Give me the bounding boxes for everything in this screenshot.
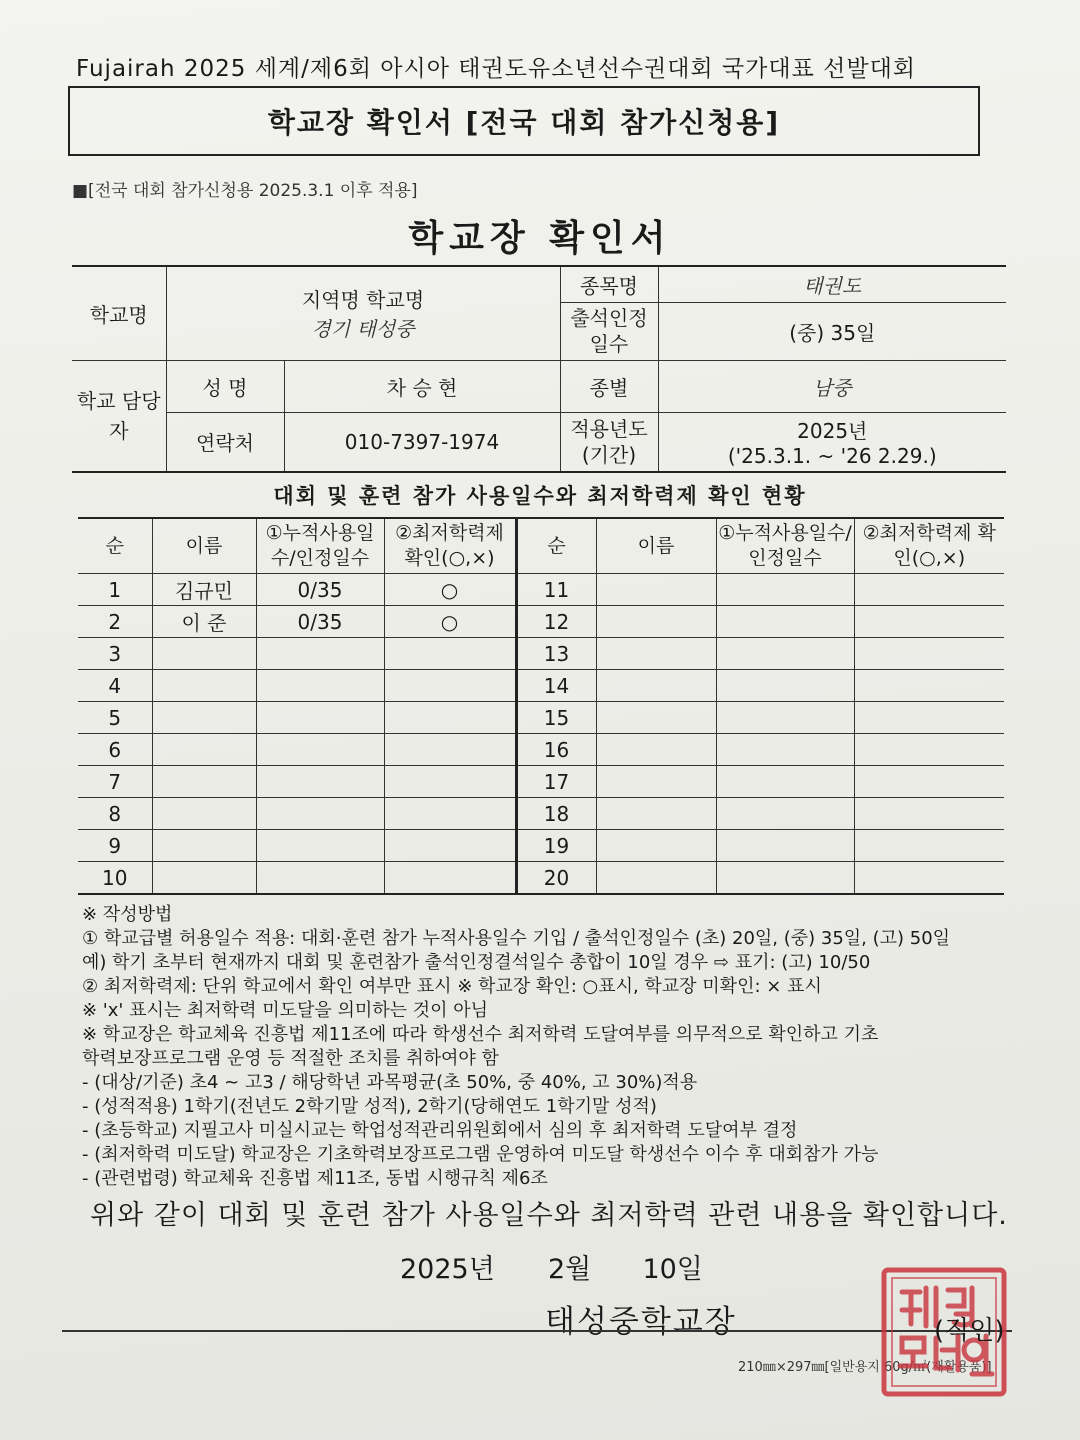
table-row — [78, 670, 1004, 702]
row-no: 8 — [78, 798, 152, 830]
name-label: 성 명 — [166, 360, 284, 412]
manager-label: 학교 담당자 — [72, 360, 166, 472]
row-no-right: 12 — [516, 606, 596, 638]
row-check — [384, 766, 516, 798]
header-no: 순 — [78, 518, 152, 574]
row-no: 4 — [78, 670, 152, 702]
row-days-right — [716, 606, 854, 638]
row-days — [256, 638, 384, 670]
instruction-line: - (관련법령) 학교체육 진흥법 제11조, 동법 시행규칙 제6조 — [82, 1168, 548, 1189]
row-name — [152, 830, 256, 862]
row-no-right: 20 — [516, 862, 596, 895]
row-name — [152, 702, 256, 734]
row-no: 7 — [78, 766, 152, 798]
row-days — [256, 830, 384, 862]
school-value: 경기 태성중 — [311, 317, 415, 342]
instruction-line: - (최저학력 미도달) 학교장은 기초학력보장프로그램 운영하여 미도달 학생선수 이수 후 대회참가 가능 — [82, 1144, 879, 1165]
gender-value: 남중 — [658, 360, 1006, 412]
row-days-right — [716, 670, 854, 702]
form-title-box — [68, 86, 980, 156]
row-name — [152, 766, 256, 798]
main-title: 학교장 확인서 — [408, 218, 672, 259]
contact-label: 연락처 — [166, 412, 284, 472]
instruction-line: 예) 학기 초부터 현재까지 대회 및 훈련참가 출석인정결석일수 총합이 10일 경우 ⇨ 표기: (고) 10/50 — [82, 952, 871, 973]
row-days-right — [716, 766, 854, 798]
confirmation-statement: 위와 같이 대회 및 훈련 참가 사용일수와 최저학력 관련 내용을 확인합니다. — [90, 1200, 1008, 1231]
row-check — [384, 862, 516, 895]
application-note: ■[전국 대회 참가신청용 2025.3.1 이후 적용] — [72, 181, 418, 201]
instruction-line: ② 최저학력제: 단위 학교에서 확인 여부만 표시 ※ 학교장 확인: ○표시, 학교장 미확인: × 표시 — [82, 976, 822, 997]
row-check-right — [854, 798, 1004, 830]
instruction-line: ① 학교급별 허용일수 적용: 대회·훈련 참가 누적사용일수 기입 / 출석인정일수 (초) 20일, (중) 35일, (고) 50일 — [82, 928, 951, 949]
row-check-right — [854, 862, 1004, 895]
attend-value: (중) 35일 — [658, 302, 1006, 360]
header-name-right: 이름 — [596, 518, 716, 574]
row-check-right — [854, 702, 1004, 734]
table-row — [78, 766, 1004, 798]
table-row — [78, 606, 1004, 638]
row-no-right: 14 — [516, 670, 596, 702]
row-no-right: 17 — [516, 766, 596, 798]
sport-value: 태권도 — [658, 266, 1006, 302]
school-label: 학교명 — [72, 266, 166, 360]
row-name: 이 준 — [152, 606, 256, 638]
table-row — [78, 798, 1004, 830]
row-name — [152, 734, 256, 766]
instructions — [82, 903, 1022, 1191]
instruction-line: - (대상/기준) 초4 ~ 고3 / 해당학년 과목평균(초 50%, 중 40%, 고 30%)적용 — [82, 1072, 698, 1093]
row-check — [384, 830, 516, 862]
instruction-line: ※ 학교장은 학교체육 진흥법 제11조에 따라 학생선수 최저학력 도달여부를 의무적으로 확인하고 기초 — [82, 1024, 879, 1045]
instruction-line: - (성적적용) 1학기(전년도 2학기말 성적), 2학기(당해연도 1학기말 성적) — [82, 1096, 657, 1117]
row-name-right — [596, 830, 716, 862]
header-days: ①누적사용일수/인정일수 — [256, 518, 384, 574]
row-no: 5 — [78, 702, 152, 734]
row-days — [256, 862, 384, 895]
form-title: 학교장 확인서 [전국 대회 참가신청용] — [267, 106, 781, 139]
row-days-right — [716, 574, 854, 606]
row-days — [256, 798, 384, 830]
row-name-right — [596, 574, 716, 606]
row-check-right — [854, 574, 1004, 606]
date-month: 2월 — [547, 1254, 592, 1285]
attend-label: 출석인정 일수 — [560, 302, 658, 360]
row-name-right — [596, 798, 716, 830]
row-name — [152, 798, 256, 830]
row-name — [152, 670, 256, 702]
row-name — [152, 638, 256, 670]
issue-date — [400, 1247, 703, 1286]
row-check: ○ — [384, 574, 516, 606]
row-name-right — [596, 702, 716, 734]
row-no: 9 — [78, 830, 152, 862]
row-name-right — [596, 606, 716, 638]
info-table — [72, 265, 1006, 473]
row-days — [256, 766, 384, 798]
event-title: Fujairah 2025 세계/제6회 아시아 태권도유소년선수권대회 국가대표 선발대회 — [76, 56, 917, 82]
instruction-line: - (초등학교) 지필고사 미실시교는 학업성적관리위원회에서 심의 후 최저학력 도달여부 결정 — [82, 1120, 798, 1141]
header-no-right: 순 — [516, 518, 596, 574]
school-sub-label: 지역명 학교명 — [301, 288, 425, 313]
gender-label: 종별 — [560, 360, 658, 412]
date-day: 10일 — [642, 1254, 703, 1285]
instruction-line: 학력보장프로그램 운영 등 적절한 조치를 취하여야 함 — [82, 1048, 499, 1069]
year-label: 적용년도 (기간) — [560, 412, 658, 472]
row-name — [152, 862, 256, 895]
row-check — [384, 670, 516, 702]
row-check — [384, 734, 516, 766]
row-no: 1 — [78, 574, 152, 606]
contact-value: 010-7397-1974 — [284, 412, 560, 472]
row-no-right: 11 — [516, 574, 596, 606]
row-check — [384, 798, 516, 830]
row-days-right — [716, 830, 854, 862]
signer-name: 태성중학교장 — [545, 1304, 737, 1340]
row-no: 6 — [78, 734, 152, 766]
header-days-right: ①누적사용일수/인정일수 — [716, 518, 854, 574]
table-row — [78, 862, 1004, 895]
header-check: ②최저학력제 확인(○,×) — [384, 518, 516, 574]
table-title: 대회 및 훈련 참가 사용일수와 최저학력제 확인 현황 — [273, 484, 807, 508]
row-days — [256, 734, 384, 766]
year-cell — [658, 412, 1006, 472]
row-no-right: 18 — [516, 798, 596, 830]
row-name-right — [596, 638, 716, 670]
name-value: 차 승 현 — [284, 360, 560, 412]
row-check: ○ — [384, 606, 516, 638]
row-name-right — [596, 734, 716, 766]
footer-divider — [62, 1330, 1012, 1332]
row-no-right: 15 — [516, 702, 596, 734]
table-row — [78, 638, 1004, 670]
table-row — [78, 734, 1004, 766]
row-name-right — [596, 862, 716, 895]
header-name: 이름 — [152, 518, 256, 574]
seal-label: (직인) — [934, 1316, 1005, 1346]
row-no: 10 — [78, 862, 152, 895]
row-check-right — [854, 606, 1004, 638]
row-no: 2 — [78, 606, 152, 638]
row-name-right — [596, 670, 716, 702]
row-days-right — [716, 734, 854, 766]
instruction-line: ※ 작성방법 — [82, 904, 173, 925]
row-days: 0/35 — [256, 606, 384, 638]
row-check-right — [854, 734, 1004, 766]
row-check-right — [854, 830, 1004, 862]
row-no-right: 16 — [516, 734, 596, 766]
row-no-right: 13 — [516, 638, 596, 670]
year-value: 2025년 — [797, 419, 868, 444]
row-days: 0/35 — [256, 574, 384, 606]
header-check-right: ②최저학력제 확인(○,×) — [854, 518, 1004, 574]
school-cell — [166, 266, 560, 360]
table-row — [78, 702, 1004, 734]
instruction-line: ※ 'x' 표시는 최저학력 미도달을 의미하는 것이 아님 — [82, 1000, 489, 1021]
row-check — [384, 638, 516, 670]
table-header-row — [78, 518, 1004, 574]
row-check — [384, 702, 516, 734]
year-range: ('25.3.1. ~ '26 2.29.) — [727, 444, 937, 469]
row-days — [256, 670, 384, 702]
row-days-right — [716, 862, 854, 895]
participation-table — [78, 517, 1004, 895]
row-check-right — [854, 670, 1004, 702]
row-name-right — [596, 766, 716, 798]
table-row — [78, 830, 1004, 862]
row-days — [256, 702, 384, 734]
row-no: 3 — [78, 638, 152, 670]
row-no-right: 19 — [516, 830, 596, 862]
row-check-right — [854, 766, 1004, 798]
date-year: 2025년 — [400, 1254, 495, 1285]
row-name: 김규민 — [152, 574, 256, 606]
paper-size-note: 210㎜×297㎜[일반용지 60g/㎡(재활용품)] — [738, 1360, 992, 1375]
row-check-right — [854, 638, 1004, 670]
row-days-right — [716, 798, 854, 830]
row-days-right — [716, 638, 854, 670]
table-row — [78, 574, 1004, 606]
sport-label: 종목명 — [560, 266, 658, 302]
row-days-right — [716, 702, 854, 734]
